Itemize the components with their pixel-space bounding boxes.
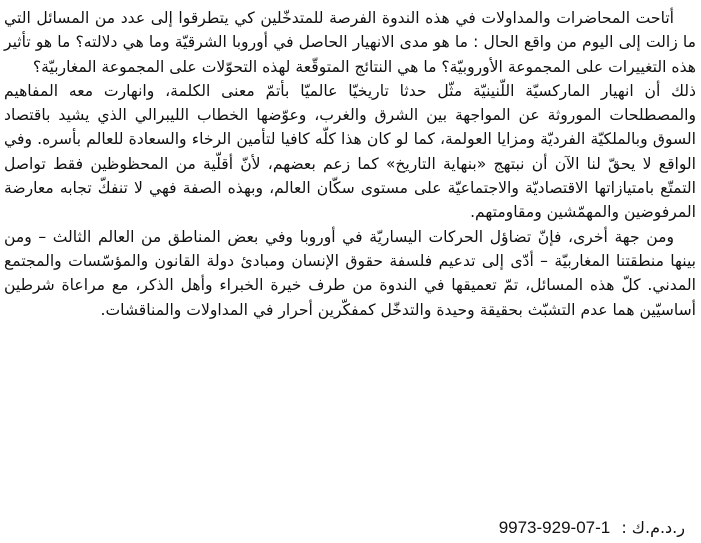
paragraph-intro: أتاحت المحاضرات والمداولات في هذه الندوة الفرصة للمتدخّلين كي يتطرقوا إلى عدد من المسائل التي ما زالت إلى اليوم من واقع الحال : ما هو مدى الانهيار الحاصل في أوروبا الشرقيّة وما هي دلالته؟ ما هو تأثير هذه التغييرات على المجموعة الأوروبيّة؟ ما هي النتائج المتوقّعة لهذه التحوّلات على المجموعة المغاربيّة؟ — [4, 9, 696, 76]
paragraph-human-rights: ومن جهة أخرى، فإنّ تضاؤل الحركات اليساريّة في أوروبا وفي بعض المناطق من العالم الثالث – ومن بينها منطقتنا المغاربيّة – أدّى إلى تدعيم فلسفة حقوق الإنسان ومبادئ دولة القانون والمؤسّسات والمجتمع المدني. كلّ هذه المسائل، تمّ تعميقها في الندوة من طرف خيرة الخبراء وأهل الذكر، مع مراعاة شرطين أساسيّين هما عدم التشبّث بحقيقة وحيدة والتدخّل كمفكّرين أحرار في المداولات والمناقشات. — [4, 227, 696, 319]
body-text — [4, 6, 696, 322]
isbn-number: 9973-929-07-1 — [498, 518, 611, 537]
isbn-label: ر.د.م.ك : — [621, 518, 685, 537]
paragraph-marxism-collapse: ذلك أن انهيار الماركسيّة اللّنينيّة مثّل حدثا تاريخيّا عالميّا بأتمّ معنى الكلمة، وانهارت معه المفاهيم والمصطلحات الموروثة عن المواجهة بين الشرق والغرب، وعوّضها الخطاب الليبرالي الذي يشيد باقتصاد السوق وبالملكيّة الفرديّة ومزايا العولمة، كما لو كان هذا كلّه كافيا لتأمين الرخاء والسعادة للعالم بأسره. وفي الواقع لا يحقّ لنا الآن أن نبتهج «بنهاية التاريخ» كما زعم بعضهم، لأنّ أقلّية من المحظوظين فقط تواصل التمتّع بامتيازاتها الاقتصاديّة والاجتماعيّة على مستوى سكّان العالم، وبهذه الصفة فهي لا تنفكّ تجابه معارضة المرفوضين والمهمّشين ومقاومتهم. — [4, 81, 696, 222]
isbn-line — [385, 518, 685, 538]
